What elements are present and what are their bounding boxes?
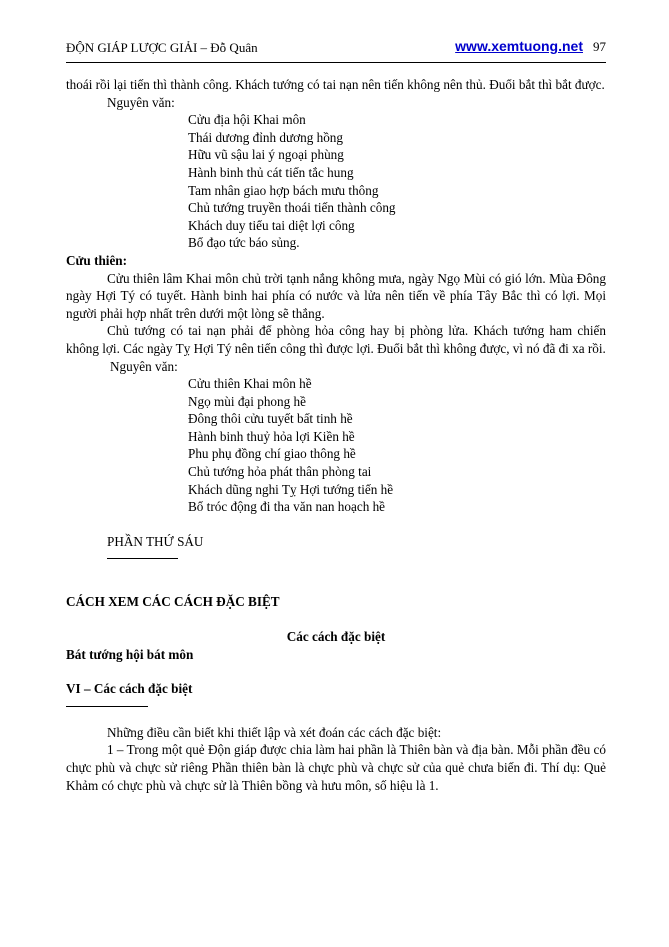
body-paragraph: Cửu thiên lâm Khai môn chủ trời tạnh nắng không mưa, ngày Ngọ Mùi có gió lớn. Mùa Đông ngày Hợi Tý có tuyết. Hành binh hai phía có nước và lửa nên tiến về phía Tây Bắc thì có lợi. Mọi người phải hợp nhất trên dưới một lòng sẽ thắng.: [66, 270, 606, 321]
intro-paragraph: thoái rồi lại tiến thì thành công. Khách tướng có tai nạn nên tiến không nên thủ. Đuổi bắt thì bắt được.: [66, 77, 605, 92]
verse-label: Nguyên văn:: [107, 94, 175, 110]
subheading: VI – Các cách đặc biệt: [66, 681, 193, 697]
book-title: ĐỘN GIÁP LƯỢC GIẢI – Đỗ Quân: [66, 40, 258, 55]
verse-line: Bổ tróc động đi tha văn nan hoạch hề: [188, 499, 386, 515]
verse-line: Khách duy tiểu tai diệt lợi công: [188, 217, 355, 233]
header-right: [455, 38, 606, 55]
verse-line: Hữu vũ sậu lai ý ngoại phùng: [188, 147, 344, 163]
verse-line: Thái dương đỉnh dương hồng: [188, 129, 343, 145]
verse-line: Hành binh thuỷ hỏa lợi Kiền hề: [188, 428, 355, 444]
body-paragraph: Chủ tướng có tai nạn phải để phòng hỏa công hay bị phòng lửa. Khách tướng ham chiến không lợi. Các ngày Tỵ Hợi Tý nên tiến công thì được lợi. Đuổi bắt thì không được, vì nó đã đi xa rồi.: [66, 323, 606, 356]
page-body: [66, 76, 606, 794]
body-paragraph: 1 – Trong một quẻ Độn giáp được chia làm hai phần là Thiên bàn và địa bàn. Mỗi phần đều có chực phù và chực sử riêng Phần thiên bàn là chực phù và chực sử của quẻ chưa biến đi. Thí dụ: Quẻ Khảm có chực phù và chực sử là Thiên bồng và hưu môn, số hiệu là 1.: [66, 742, 606, 793]
verse-line: Bổ đạo tức báo sủng.: [188, 235, 300, 251]
verse-line: Phu phụ đồng chí giao thông hề: [188, 446, 356, 462]
verse-line: Cửu thiên Khai môn hề: [188, 376, 312, 392]
verse-line: Hành binh thủ cát tiến tắc hung: [188, 164, 354, 180]
verse-label: Nguyên văn:: [110, 358, 178, 374]
verse-line: Đông thôi cửu tuyết bất tinh hề: [188, 411, 353, 427]
page-header: [66, 38, 606, 63]
verse-block: [66, 111, 606, 252]
part-title: PHẦN THỨ SÁU: [107, 533, 204, 549]
subheading: Bát tướng hội bát môn: [66, 646, 194, 662]
verse-line: Cửu địa hội Khai môn: [188, 112, 306, 128]
verse-line: Chủ tướng truyền thoái tiến thành công: [188, 200, 396, 216]
divider: [66, 698, 148, 707]
divider: [107, 550, 178, 559]
section-heading: Cửu thiên:: [66, 252, 128, 268]
page-number: 97: [593, 39, 606, 54]
centered-title: Các cách đặc biệt: [286, 629, 386, 645]
verse-line: Ngọ mùi đại phong hề: [188, 393, 306, 409]
verse-line: Chủ tướng hỏa phát thân phòng tai: [188, 464, 372, 480]
chapter-title: CÁCH XEM CÁC CÁCH ĐẶC BIỆT: [66, 594, 280, 610]
body-paragraph: Những điều cần biết khi thiết lập và xét đoán các cách đặc biệt:: [107, 724, 442, 740]
website-link[interactable]: www.xemtuong.net: [455, 38, 583, 54]
verse-block: [66, 375, 606, 516]
verse-line: Tam nhân giao hợp bách mưu thông: [188, 182, 379, 198]
verse-line: Khách dũng nghi Tỵ Hợi tướng tiến hề: [188, 481, 394, 497]
